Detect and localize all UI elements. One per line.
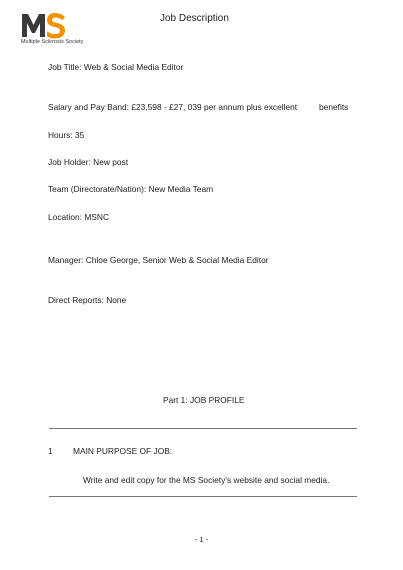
direct-reports-value: None [106,295,127,305]
direct-reports-label: Direct Reports: [48,295,104,305]
direct-reports-line [48,295,126,305]
page-number: - 1 - [194,535,209,544]
section-heading: MAIN PURPOSE OF JOB: [73,446,173,456]
salary-benefits: benefits [319,102,349,112]
ms-society-logo [21,11,91,51]
salary-line [48,102,297,112]
manager-label: Manager: [48,255,84,265]
part-title: Part 1: JOB PROFILE [163,395,245,405]
team-line [48,184,213,194]
job-title-label: Job Title: [48,62,82,72]
job-title-value: Web & Social Media Editor [83,62,184,72]
salary-value: £23,598 - £27, 039 per annum plus excellent [131,102,298,112]
location-label: Location: [48,212,82,222]
section-divider-bottom [49,496,357,497]
manager-value: Chloe George, Senior Web & Social Media Editor [85,255,269,265]
job-holder-line [48,157,128,167]
hours-label: Hours: [48,130,73,140]
team-value: New Media Team [148,184,214,194]
job-holder-value: New post [93,157,129,167]
location-value: MSNC [84,212,109,222]
document-title: Job Description [160,13,229,24]
job-holder-label: Job Holder: [48,157,91,167]
hours-value: 35 [75,130,85,140]
manager-line [48,255,269,265]
team-label: Team (Directorate/Nation): [48,184,147,194]
section-number: 1 [48,446,53,456]
logo-org-name: Multiple Sclerosis Society [21,39,84,45]
hours-line [48,130,84,140]
salary-label: Salary and Pay Band: [48,102,130,112]
purpose-text: Write and edit copy for the MS Society’s website and social media. [83,475,330,485]
section-divider-top [49,428,357,429]
ms-logo-mark [21,11,69,39]
location-line [48,212,109,222]
job-title-line [48,62,183,72]
